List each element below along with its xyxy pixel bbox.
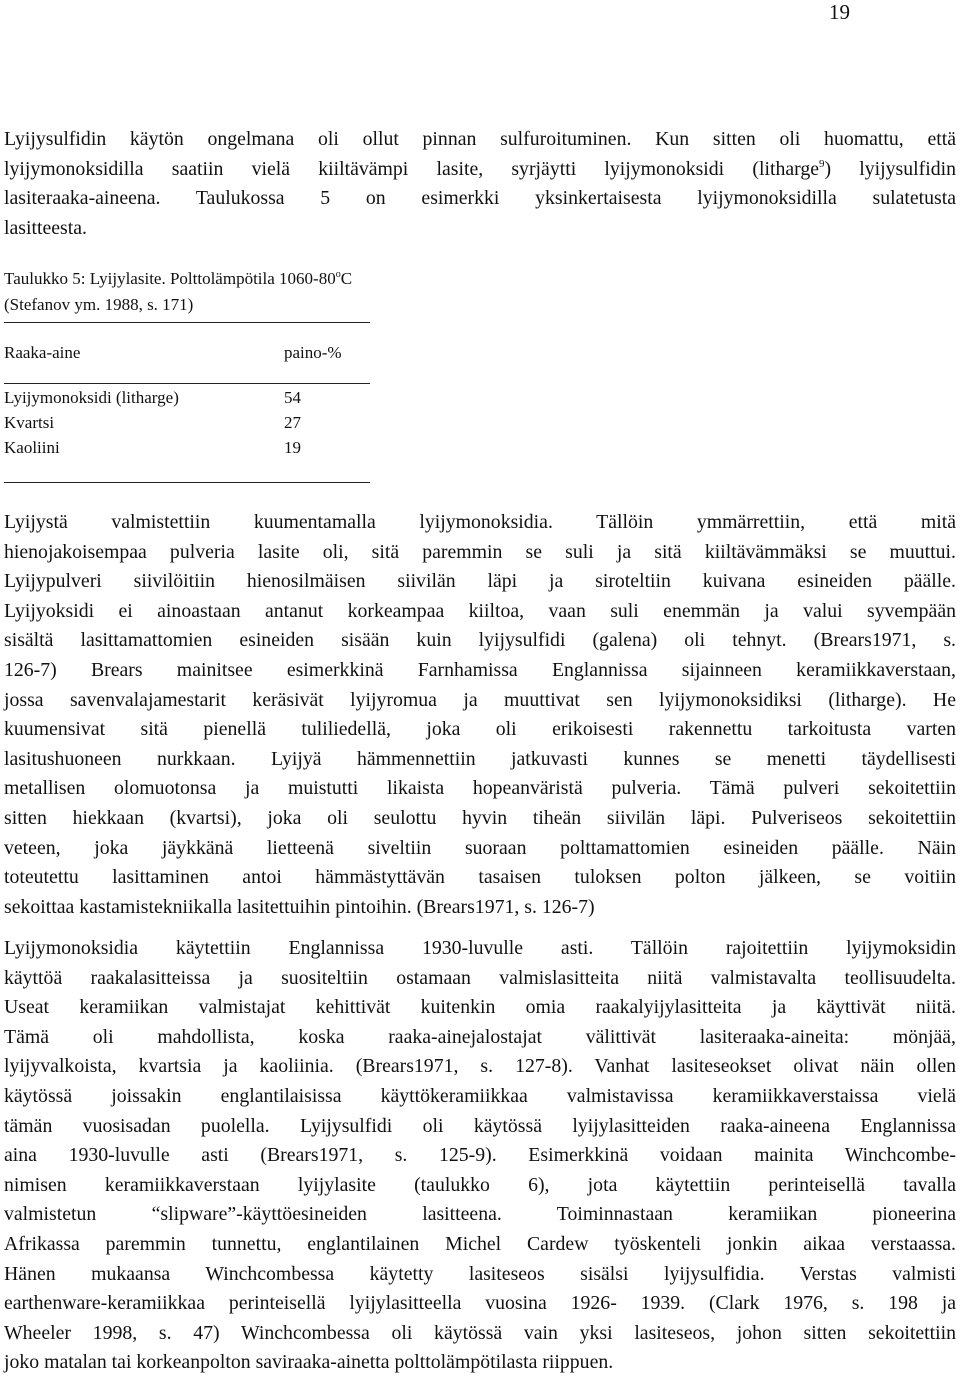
paragraph-1-line: lasitteesta.	[4, 216, 87, 239]
paragraph-1-line: lasiteraaka-aineena. Taulukossa 5 on esimerkki yksinkertaisesta lyijymonoksidilla sulatetusta	[4, 187, 956, 210]
paragraph-2-line: 126-7) Brears mainitsee esimerkkinä Farnhamissa Englannissa sijainneen keramiikkaverstaan,	[4, 658, 956, 681]
paragraph-3-line: aina 1930-luvulle asti (Brears1971, s. 125-9). Esimerkkinä voidaan mainita Winchcombe-	[4, 1144, 956, 1167]
paragraph-2-line: veteen, joka jäykkänä lietteenä siveltiin suoraan polttamattomien esineiden päälle. Näin	[4, 836, 956, 859]
paragraph-3-line: joko matalan tai korkeanpolton saviraaka-ainetta polttolämpötilasta riippuen.	[4, 1351, 614, 1374]
table-header-rule	[4, 383, 370, 384]
paragraph-3-line: lyijyvalkoista, kvartsia ja kaoliinia. (Brears1971, s. 127-8). Vanhat lasiteseokset olivat näin ollen	[4, 1055, 956, 1078]
paragraph-2-line: hienojakoisempaa pulveria lasite oli, sitä paremmin se suli ja sitä kiiltävämmäksi se muuttui.	[4, 540, 956, 563]
paragraph-2-line: sisältä lasittamattomien esineiden sisään kuin lyijysulfidi (galena) oli tehnyt. (Brears1971, s.	[4, 629, 956, 652]
table-cell-material: Kvartsi	[4, 413, 55, 432]
paragraph-2-line: lasitushuoneen nurkkaan. Lyijyä hämmennettiin jatkuvasti kunnes se menetti täydellisesti	[4, 747, 956, 770]
paragraph-3-line: Wheeler 1998, s. 47) Winchcombessa oli käytössä vain yksi lasiteseos, johon sitten sekoitettiin	[4, 1321, 956, 1344]
table-cell-material: Kaoliini	[4, 438, 60, 457]
paragraph-3-line: valmistetun “slipware”-käyttöesineiden lasitteena. Toiminnastaan keramiikan pioneerina	[4, 1203, 956, 1226]
paragraph-2-line: kuumensivat sitä pienellä tuliliedellä, joka oli erikoisesti rakennettu tarkoitusta varten	[4, 718, 956, 741]
paragraph-1-line: Lyijysulfidin käytön ongelmana oli ollut pinnan sulfuroituminen. Kun sitten oli huomattu, että	[4, 128, 956, 150]
table-top-rule	[4, 322, 370, 323]
table-caption-source: (Stefanov ym. 1988, s. 171)	[4, 295, 194, 314]
paragraph-1	[4, 125, 956, 243]
paragraph-3-line: Useat keramiikan valmistajat kehittivät kuitenkin omia raakalyijylasitteita ja käyttivät niitä.	[4, 996, 956, 1019]
paragraph-3-line: käyttöä raakalasitteissa ja suositeltiin ostamaan valmislasitteita niitä valmistavalta teollisuudelta.	[4, 966, 956, 989]
paragraph-1-line: lyijymonoksidilla saatiin vielä kiiltävämpi lasite, syrjäytti lyijymonoksidi (litharge$^9$) lyijysulfidin	[4, 157, 957, 180]
table-cell-material: Lyijymonoksidi (litharge)	[4, 388, 179, 407]
paragraph-3-line: Afrikassa paremmin tunnettu, englantilainen Michel Cardew työskenteli jonkin aikaa verstaassa.	[4, 1232, 956, 1255]
paragraph-3-line: Tämä oli mahdollista, koska raaka-ainejalostajat välittivät lasiteraaka-aineita: mönjää,	[4, 1025, 956, 1048]
paragraph-2-line: toteutettu lasittaminen antoi hämmästyttävän tasaisen tuloksen polton jälkeen, se voitiin	[4, 866, 956, 889]
table-header-weight: paino-%	[284, 343, 342, 362]
paragraph-2	[4, 508, 956, 922]
table-cell-weight: 54	[284, 388, 301, 407]
paragraph-3-line: käytössä joissakin englantilaisissa käyttökeramiikkaa valmistavissa keramiikkaverstaissa vielä	[4, 1084, 956, 1107]
paragraph-2-line: Lyijystä valmistettiin kuumentamalla lyijymonoksidia. Tällöin ymmärrettiin, että mitä	[4, 511, 956, 533]
table-caption	[4, 266, 352, 318]
paragraph-3-line: tämän vuosisadan puolella. Lyijysulfidi oli käytössä lyijylasitteiden raaka-aineena Englannissa	[4, 1114, 956, 1137]
page-number: 19	[829, 0, 850, 24]
paragraph-2-line: sitten hiekkaan (kvartsi), joka oli seulottu hyvin tiheän siivilän läpi. Pulveriseos sekoitettiin	[4, 806, 956, 829]
table-caption-line: Taulukko 5: Lyijylasite. Polttolämpötila 1060-80$^o$C	[4, 269, 353, 288]
paragraph-3	[4, 934, 956, 1378]
paragraph-2-line: jossa savenvalajamestarit keräsivät lyijyromua ja muuttivat sen lyijymonoksidiksi (litharge). He	[4, 688, 956, 711]
paragraph-2-line: Lyijyoksidi ei ainoastaan antanut korkeampaa kiiltoa, vaan suli enemmän ja valui syvempään	[4, 599, 956, 622]
paragraph-3-line: earthenware-keramiikkaa perinteisellä lyijylasitteella vuosina 1926- 1939. (Clark 1976, s. 198 ja	[4, 1292, 956, 1315]
paragraph-3-line: nimisen keramiikkaverstaan lyijylasite (taulukko 6), jota käytettiin perinteisellä tavalla	[4, 1173, 956, 1196]
paragraph-2-line: metallisen olomuotonsa ja muistutti likaista hopeanväristä pulveria. Tämä pulveri sekoitettiin	[4, 777, 956, 800]
table-cell-weight: 27	[284, 413, 301, 432]
table-cell-weight: 19	[284, 438, 301, 457]
footnote-marker[interactable]: 9	[819, 157, 825, 170]
paragraph-3-line: Hänen mukaansa Winchcombessa käytetty lasiteseos sisälsi lyijysulfidia. Verstas valmisti	[4, 1262, 956, 1285]
paragraph-2-line: sekoittaa kastamistekniikalla lasitettuihin pintoihin. (Brears1971, s. 126-7)	[4, 895, 595, 918]
table-header-material: Raaka-aine	[4, 343, 81, 362]
paragraph-3-line: Lyijymonoksidia käytettiin Englannissa 1930-luvulle asti. Tällöin rajoitettiin lyijymoksidin	[4, 937, 956, 959]
table-bottom-rule	[4, 482, 370, 483]
paragraph-2-line: Lyijypulveri siivilöitiin hienosilmäisen siivilän läpi ja siroteltiin kuivana esineiden päälle.	[4, 570, 956, 593]
